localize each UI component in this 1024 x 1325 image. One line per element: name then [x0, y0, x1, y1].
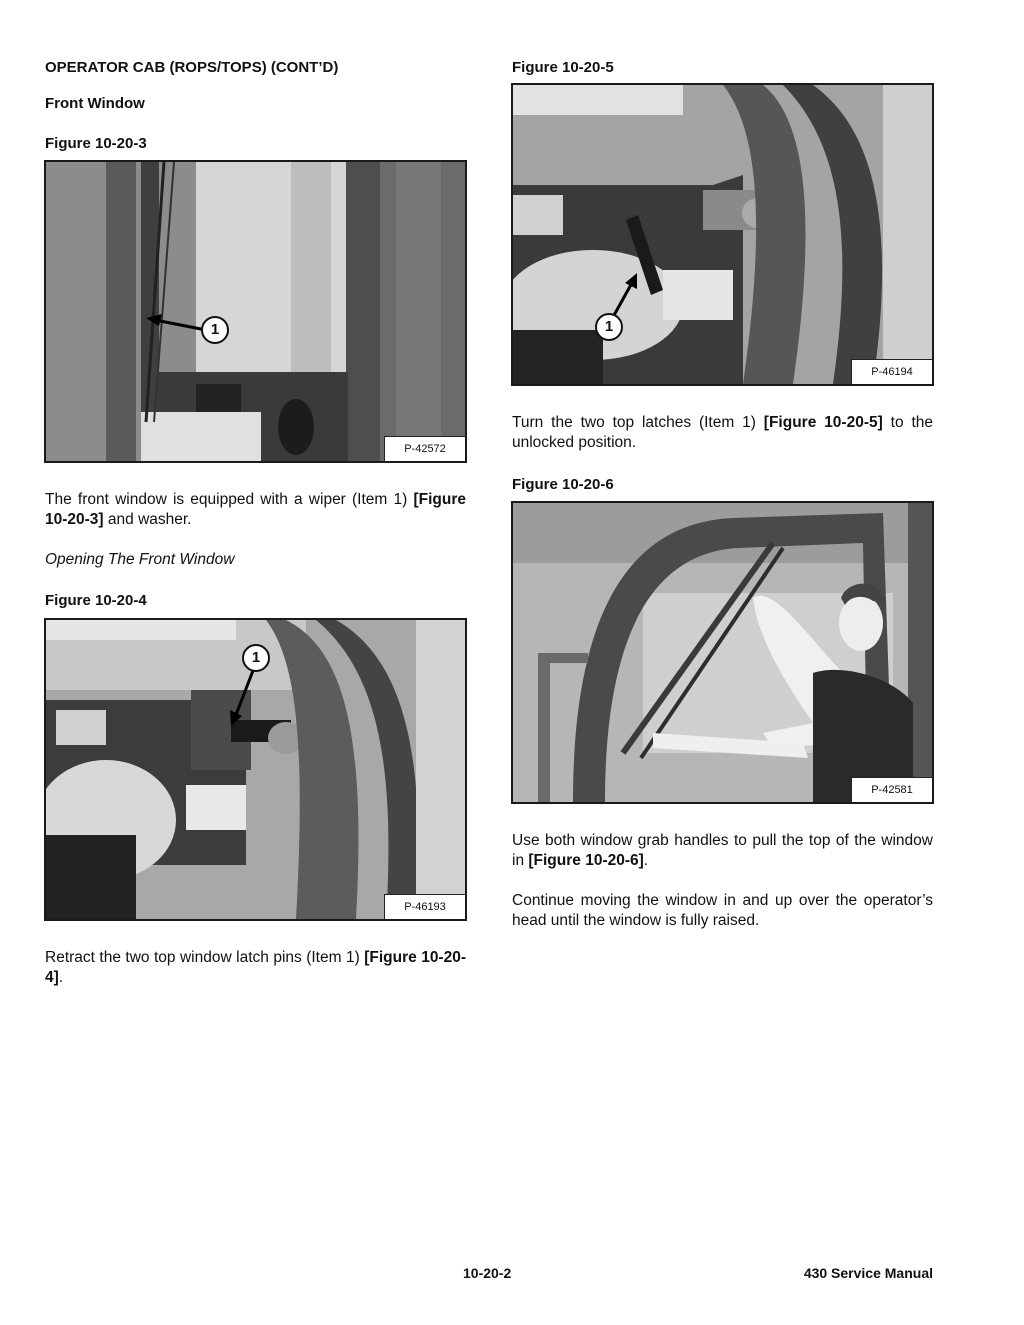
- callout-1: 1: [242, 644, 270, 672]
- paragraph-raise-window: Continue moving the window in and up over the operator’s head until the window is fully raised.: [512, 892, 933, 929]
- figure-reference: [Figure 10-20-6]: [528, 852, 644, 869]
- photo-code: P-42581: [851, 777, 932, 802]
- figure-10-20-6-photo: [511, 501, 934, 804]
- callout-1: 1: [201, 316, 229, 344]
- section-title: OPERATOR CAB (ROPS/TOPS) (CONT’D): [45, 59, 339, 76]
- figure-title-10-20-3: Figure 10-20-3: [45, 135, 147, 152]
- paragraph-text: to the unlocked position.: [512, 414, 933, 451]
- paragraph-text: .: [58, 969, 64, 986]
- paragraph-top-latches: [512, 413, 933, 453]
- figure-reference: [Figure 10-20-4]: [45, 949, 467, 986]
- callout-1: 1: [595, 313, 623, 341]
- figure-10-20-3-photo: [44, 160, 467, 463]
- photo-code: P-46193: [384, 894, 465, 919]
- figure-10-20-4-photo: [44, 618, 467, 921]
- figure-reference: [Figure 10-20-5]: [763, 414, 883, 431]
- paragraph-wiper: [45, 490, 466, 530]
- top-latch-photo-illustration: [513, 85, 932, 384]
- paragraph-text: Turn the two top latches (Item 1): [512, 414, 764, 431]
- paragraph-text: and washer.: [103, 511, 192, 528]
- paragraph-latch-pins: [45, 948, 466, 988]
- figure-title-10-20-5: Figure 10-20-5: [512, 59, 614, 76]
- photo-code: P-46194: [851, 359, 932, 384]
- page-number: 10-20-2: [463, 1265, 512, 1281]
- figure-title-10-20-4: Figure 10-20-4: [45, 592, 147, 609]
- wiper-photo-illustration: [46, 162, 465, 461]
- figure-title-10-20-6: Figure 10-20-6: [512, 476, 614, 493]
- figure-reference: [Figure 10-20-3]: [45, 491, 466, 528]
- subsection-title: Front Window: [45, 95, 145, 112]
- paragraph-text: Retract the two top window latch pins (Item 1): [45, 949, 365, 966]
- procedure-title: Opening The Front Window: [45, 551, 235, 568]
- paragraph-text: The front window is equipped with a wiper (Item 1): [45, 491, 414, 508]
- figure-10-20-5-photo: [511, 83, 934, 386]
- photo-code: P-42572: [384, 436, 465, 461]
- paragraph-text: .: [643, 852, 649, 869]
- paragraph-grab-handles: [512, 831, 933, 871]
- paragraph-text: Use both window grab handles to pull the top of the window in: [512, 832, 933, 869]
- operator-raising-window-photo-illustration: [513, 503, 932, 802]
- manual-title: 430 Service Manual: [803, 1265, 933, 1281]
